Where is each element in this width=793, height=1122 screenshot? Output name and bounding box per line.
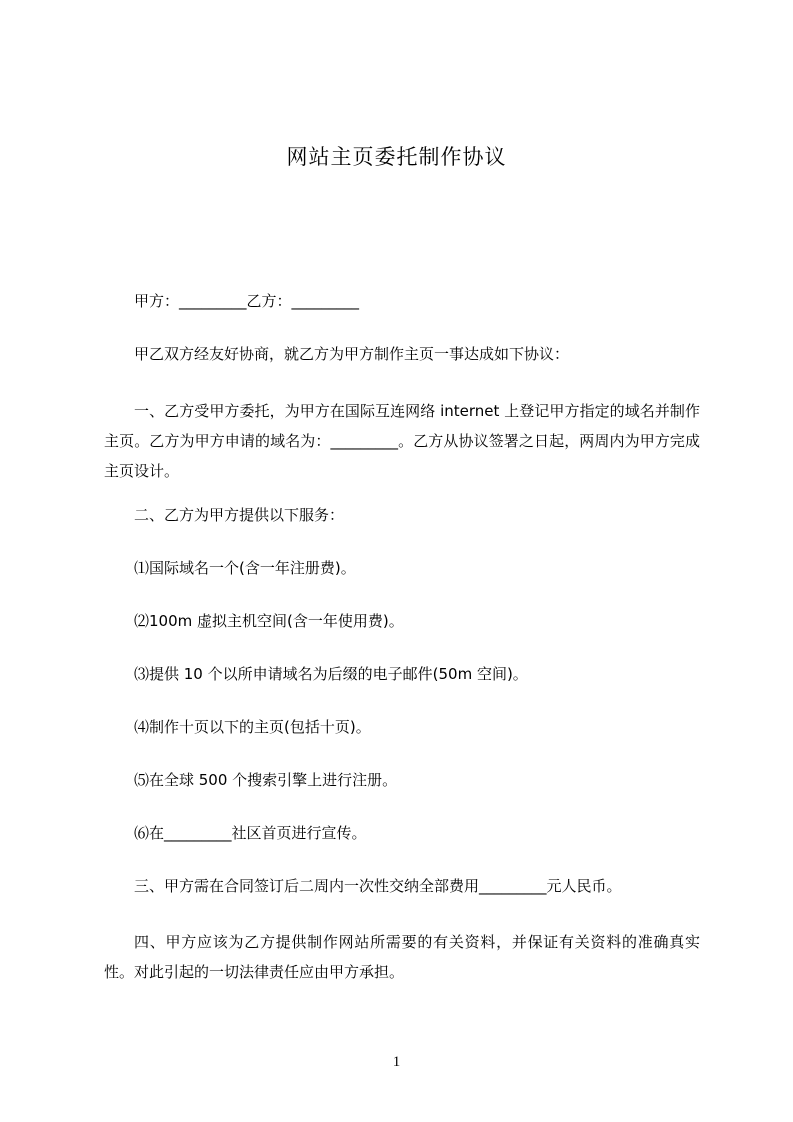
service-item: ⑴国际域名一个(含一年注册费)。	[134, 559, 356, 577]
service-item: ⑶提供 10 个以所申请域名为后缀的电子邮件(50m 空间)。	[134, 665, 528, 683]
service-item: ⑵100m 虚拟主机空间(含一年使用费)。	[134, 612, 404, 630]
parties-line: 甲方：_________乙方：_________	[134, 292, 360, 310]
clause-4: 四、甲方应该为乙方提供制作网站所需要的有关资料，并保证有关资料的准确真实性。对此引起的一切法律责任应由甲方承担。	[104, 933, 700, 981]
clause-1: 一、乙方受甲方委托，为甲方在国际互连网络 internet 上登记甲方指定的域名并制作主页。乙方为甲方申请的域名为：_________。乙方从协议签署之日起，两周内为甲方完成主页设计。	[104, 402, 700, 480]
service-item: ⑸在全球 500 个搜索引擎上进行注册。	[134, 771, 398, 789]
preamble: 甲乙双方经友好协商，就乙方为甲方制作主页一事达成如下协议：	[134, 345, 570, 363]
document-title: 网站主页委托制作协议	[286, 145, 507, 169]
service-item: ⑷制作十页以下的主页(包括十页)。	[134, 718, 371, 736]
service-item: ⑹在_________社区首页进行宣传。	[134, 824, 367, 842]
clause-2: 二、乙方为甲方提供以下服务：	[134, 506, 345, 524]
page-number: 1	[392, 1054, 401, 1070]
clause-3: 三、甲方需在合同签订后二周内一次性交纳全部费用_________元人民币。	[134, 877, 622, 895]
